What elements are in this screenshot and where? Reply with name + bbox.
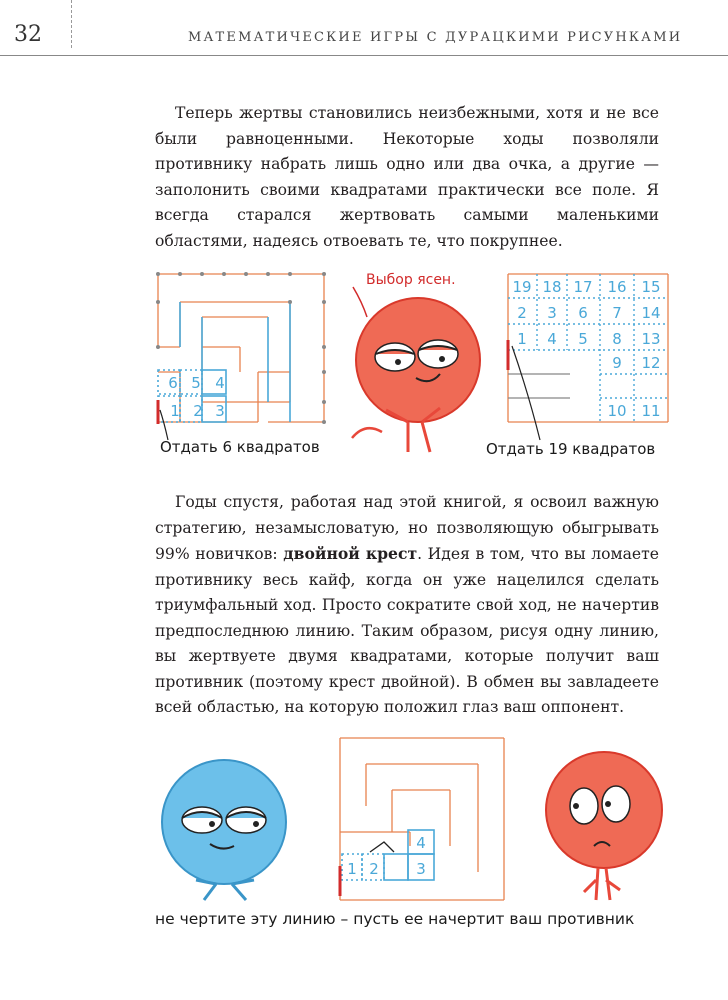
box-number: 13 <box>641 330 661 348</box>
box-number: 4 <box>215 374 225 392</box>
box-number: 4 <box>416 834 426 852</box>
left-grid-dots <box>156 272 326 424</box>
right-grid-numbers <box>512 278 660 420</box>
page-header <box>0 0 728 56</box>
left-grid <box>158 274 324 422</box>
header-rule <box>0 55 728 56</box>
speech-text: Выбор ясен. <box>366 272 456 288</box>
speech-pointer-line <box>353 287 367 317</box>
figure-1 <box>140 262 680 462</box>
right-pointer-line <box>512 346 540 440</box>
box-number: 2 <box>193 402 203 420</box>
box-number: 19 <box>512 278 532 296</box>
caption-bottom: не чертите эту линию – пусть ее начертит ваш противник <box>155 910 635 928</box>
box-number: 4 <box>547 330 557 348</box>
box-number: 6 <box>578 304 588 322</box>
box-number: 16 <box>607 278 627 296</box>
term-double-cross: двойной крест <box>283 544 418 563</box>
box-number: 2 <box>517 304 527 322</box>
center-grid-numbers <box>347 834 426 878</box>
blue-character <box>162 760 286 900</box>
box-number: 9 <box>612 354 622 372</box>
caption-right: Отдать 19 квадратов <box>486 440 656 458</box>
box-number: 3 <box>547 304 557 322</box>
box-number: 7 <box>612 304 622 322</box>
box-number: 5 <box>191 374 201 392</box>
box-number: 3 <box>215 402 225 420</box>
box-number: 15 <box>641 278 661 296</box>
figure-2 <box>150 720 670 910</box>
left-pointer-line <box>160 410 168 440</box>
box-number: 5 <box>578 330 588 348</box>
red-character-2 <box>546 752 662 900</box>
box-number: 18 <box>542 278 562 296</box>
red-character <box>352 272 480 452</box>
paragraph-2 <box>155 490 659 721</box>
running-title: МАТЕМАТИЧЕСКИЕ ИГРЫ С ДУРАЦКИМИ РИСУНКАМИ <box>188 30 683 45</box>
right-grid <box>508 274 668 422</box>
box-number: 1 <box>347 860 357 878</box>
box-number: 17 <box>573 278 593 296</box>
box-number: 10 <box>607 402 627 420</box>
paragraph-1: Теперь жертвы становились неизбежными, хотя и не все были равноценными. Некоторые ходы позволяли противнику набрать лишь одно или два очка, а другие — заполонить своими квадратами практически все поле. Я всегда старался жертвовать самыми маленькими областями, надеясь отвоевать те, что покрупнее. <box>155 104 659 250</box>
header-divider <box>71 0 72 48</box>
paragraph-2-start: Годы спустя, работая над этой книгой, я освоил важную стратегию, незамысловатую, но позволяющую обыгрывать 99% новичков: <box>155 493 659 563</box>
box-number: 2 <box>369 860 379 878</box>
left-grid-boxes <box>158 370 226 424</box>
box-number: 14 <box>641 304 661 322</box>
crossed-line-marker <box>370 842 394 852</box>
box-number: 1 <box>517 330 527 348</box>
caption-left: Отдать 6 квадратов <box>160 438 320 456</box>
box-number: 8 <box>612 330 622 348</box>
page-number: 32 <box>14 22 42 47</box>
box-number: 1 <box>170 402 180 420</box>
box-number: 6 <box>168 374 178 392</box>
box-number: 12 <box>641 354 661 372</box>
box-number: 11 <box>641 402 661 420</box>
box-number: 3 <box>416 860 426 878</box>
paragraph-2-end: . Идея в том, что вы ломаете противнику весь кайф, когда он уже нацелился сделать триумфальный ход. Просто сократите свой ход, не начертив предпоследнюю линию. Таким образом, рисуя одну линию, вы жертвуете двумя квадратами, которые получит ваш противник (поэтому крест двойной). В обмен вы завладеете всей областью, на которую положил глаз ваш оппонент. <box>155 545 659 716</box>
